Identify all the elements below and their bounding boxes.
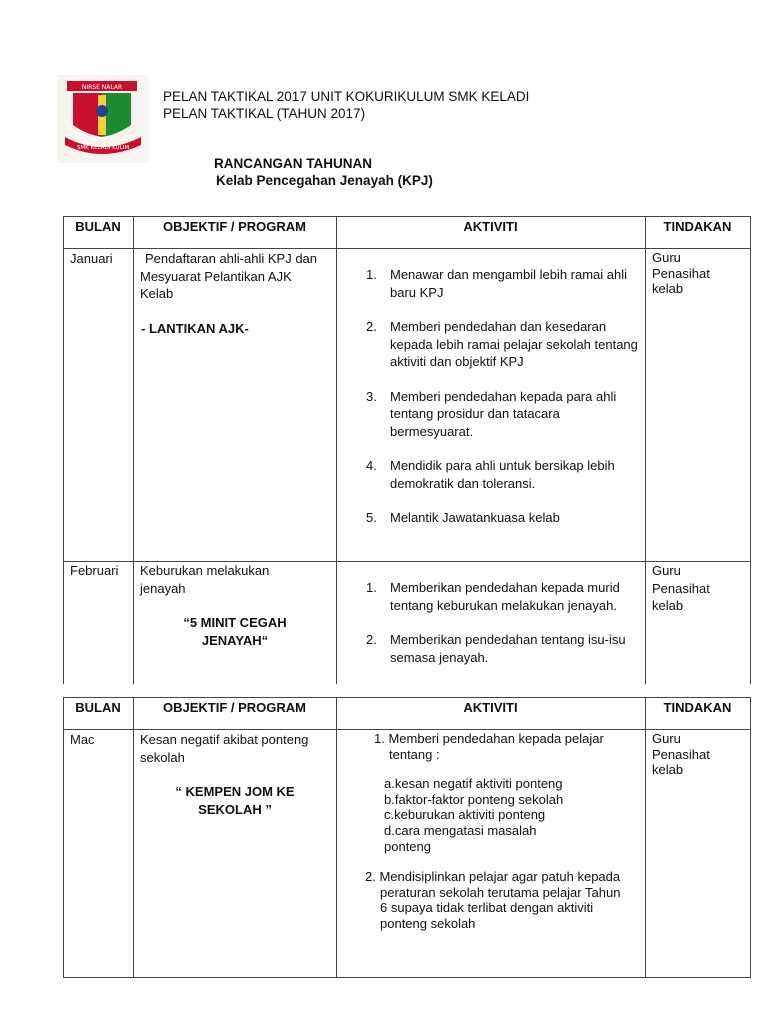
list-item: 3. Memberi pendedahan kepada para ahli tentang prosidur dan tatacara bermesyuarat.	[366, 388, 617, 439]
svg-text:SMK KELADI KULIM: SMK KELADI KULIM	[76, 145, 130, 151]
month-januari: Januari	[70, 251, 113, 266]
program-mac: “ KEMPEN JOM KE SEKOLAH ”	[175, 784, 295, 817]
activities-januari	[366, 266, 642, 527]
plan-subtitle: PELAN TAKTIKAL (TAHUN 2017)	[163, 106, 366, 121]
list-item: 1. Memberikan pendedahan kepada murid tentang keburukan melakukan jenayah.	[366, 580, 620, 613]
list-item: a.kesan negatif aktiviti ponteng	[384, 776, 563, 791]
objective-februari: Keburukan melakukan jenayah	[140, 563, 270, 596]
list-item: d.cara mengatasi masalah ponteng	[384, 823, 537, 854]
col-header-tindakan: TINDAKAN	[663, 219, 732, 234]
program-januari: - LANTIKAN AJK-	[141, 321, 249, 336]
program-februari: “5 MINIT CEGAH JENAYAH“	[183, 615, 287, 648]
svg-text:NIRSE NALAR: NIRSE NALAR	[81, 84, 123, 91]
objective-januari: Pendaftaran ahli-ahli KPJ dan Mesyuarat Pelantikan AJK Kelab	[140, 251, 318, 301]
col-header-aktiviti: AKTIVITI	[463, 700, 518, 715]
col-header-objektif: OBJEKTIF / PROGRAM	[162, 219, 306, 234]
month-februari: Februari	[70, 563, 119, 578]
action-februari: Guru Penasihat kelab	[652, 563, 710, 613]
activities-februari	[366, 579, 636, 666]
list-item: 4. Mendidik para ahli untuk bersikap lebih demokratik dan toleransi.	[366, 458, 615, 491]
list-item: c.keburukan aktiviti ponteng	[384, 807, 546, 822]
activity-mac-1: 1. Memberi pendedahan kepada pelajar tentang :	[374, 731, 604, 762]
col-header-bulan: BULAN	[75, 219, 121, 234]
club-name: Kelab Pencegahan Jenayah (KPJ)	[216, 173, 433, 188]
list-item: b.faktor-faktor ponteng sekolah	[384, 792, 564, 807]
list-item: 5. Melantik Jawatankuasa kelab	[366, 510, 560, 525]
action-mac: Guru Penasihat kelab	[652, 731, 710, 777]
list-item: 1. Menawar dan mengambil lebih ramai ahli baru KPJ	[366, 267, 628, 300]
col-header-objektif: OBJEKTIF / PROGRAM	[162, 700, 306, 715]
month-mac: Mac	[70, 732, 95, 747]
col-header-tindakan: TINDAKAN	[663, 700, 732, 715]
annual-plan-title: RANCANGAN TAHUNAN	[214, 156, 372, 171]
activity-mac-2: 2. Mendisiplinkan pelajar agar patuh kepada peraturan sekolah terutama pelajar Tahun 6 supaya tidak terlibat dengan aktiviti ponteng sekolah	[365, 869, 621, 931]
col-header-aktiviti: AKTIVITI	[463, 219, 518, 234]
col-header-bulan: BULAN	[75, 700, 121, 715]
action-januari: Guru Penasihat kelab	[652, 250, 710, 296]
school-crest-logo	[57, 75, 149, 163]
list-item: 2. Memberi pendedahan dan kesedaran kepada lebih ramai pelajar sekolah tentang aktiviti dan objektif KPJ	[366, 319, 638, 369]
plan-title: PELAN TAKTIKAL 2017 UNIT KOKURIKULUM SMK KELADI	[163, 89, 530, 104]
list-item: 2. Memberikan pendedahan tentang isu-isu semasa jenayah.	[366, 632, 626, 665]
objective-mac: Kesan negatif akibat ponteng sekolah	[140, 732, 309, 765]
